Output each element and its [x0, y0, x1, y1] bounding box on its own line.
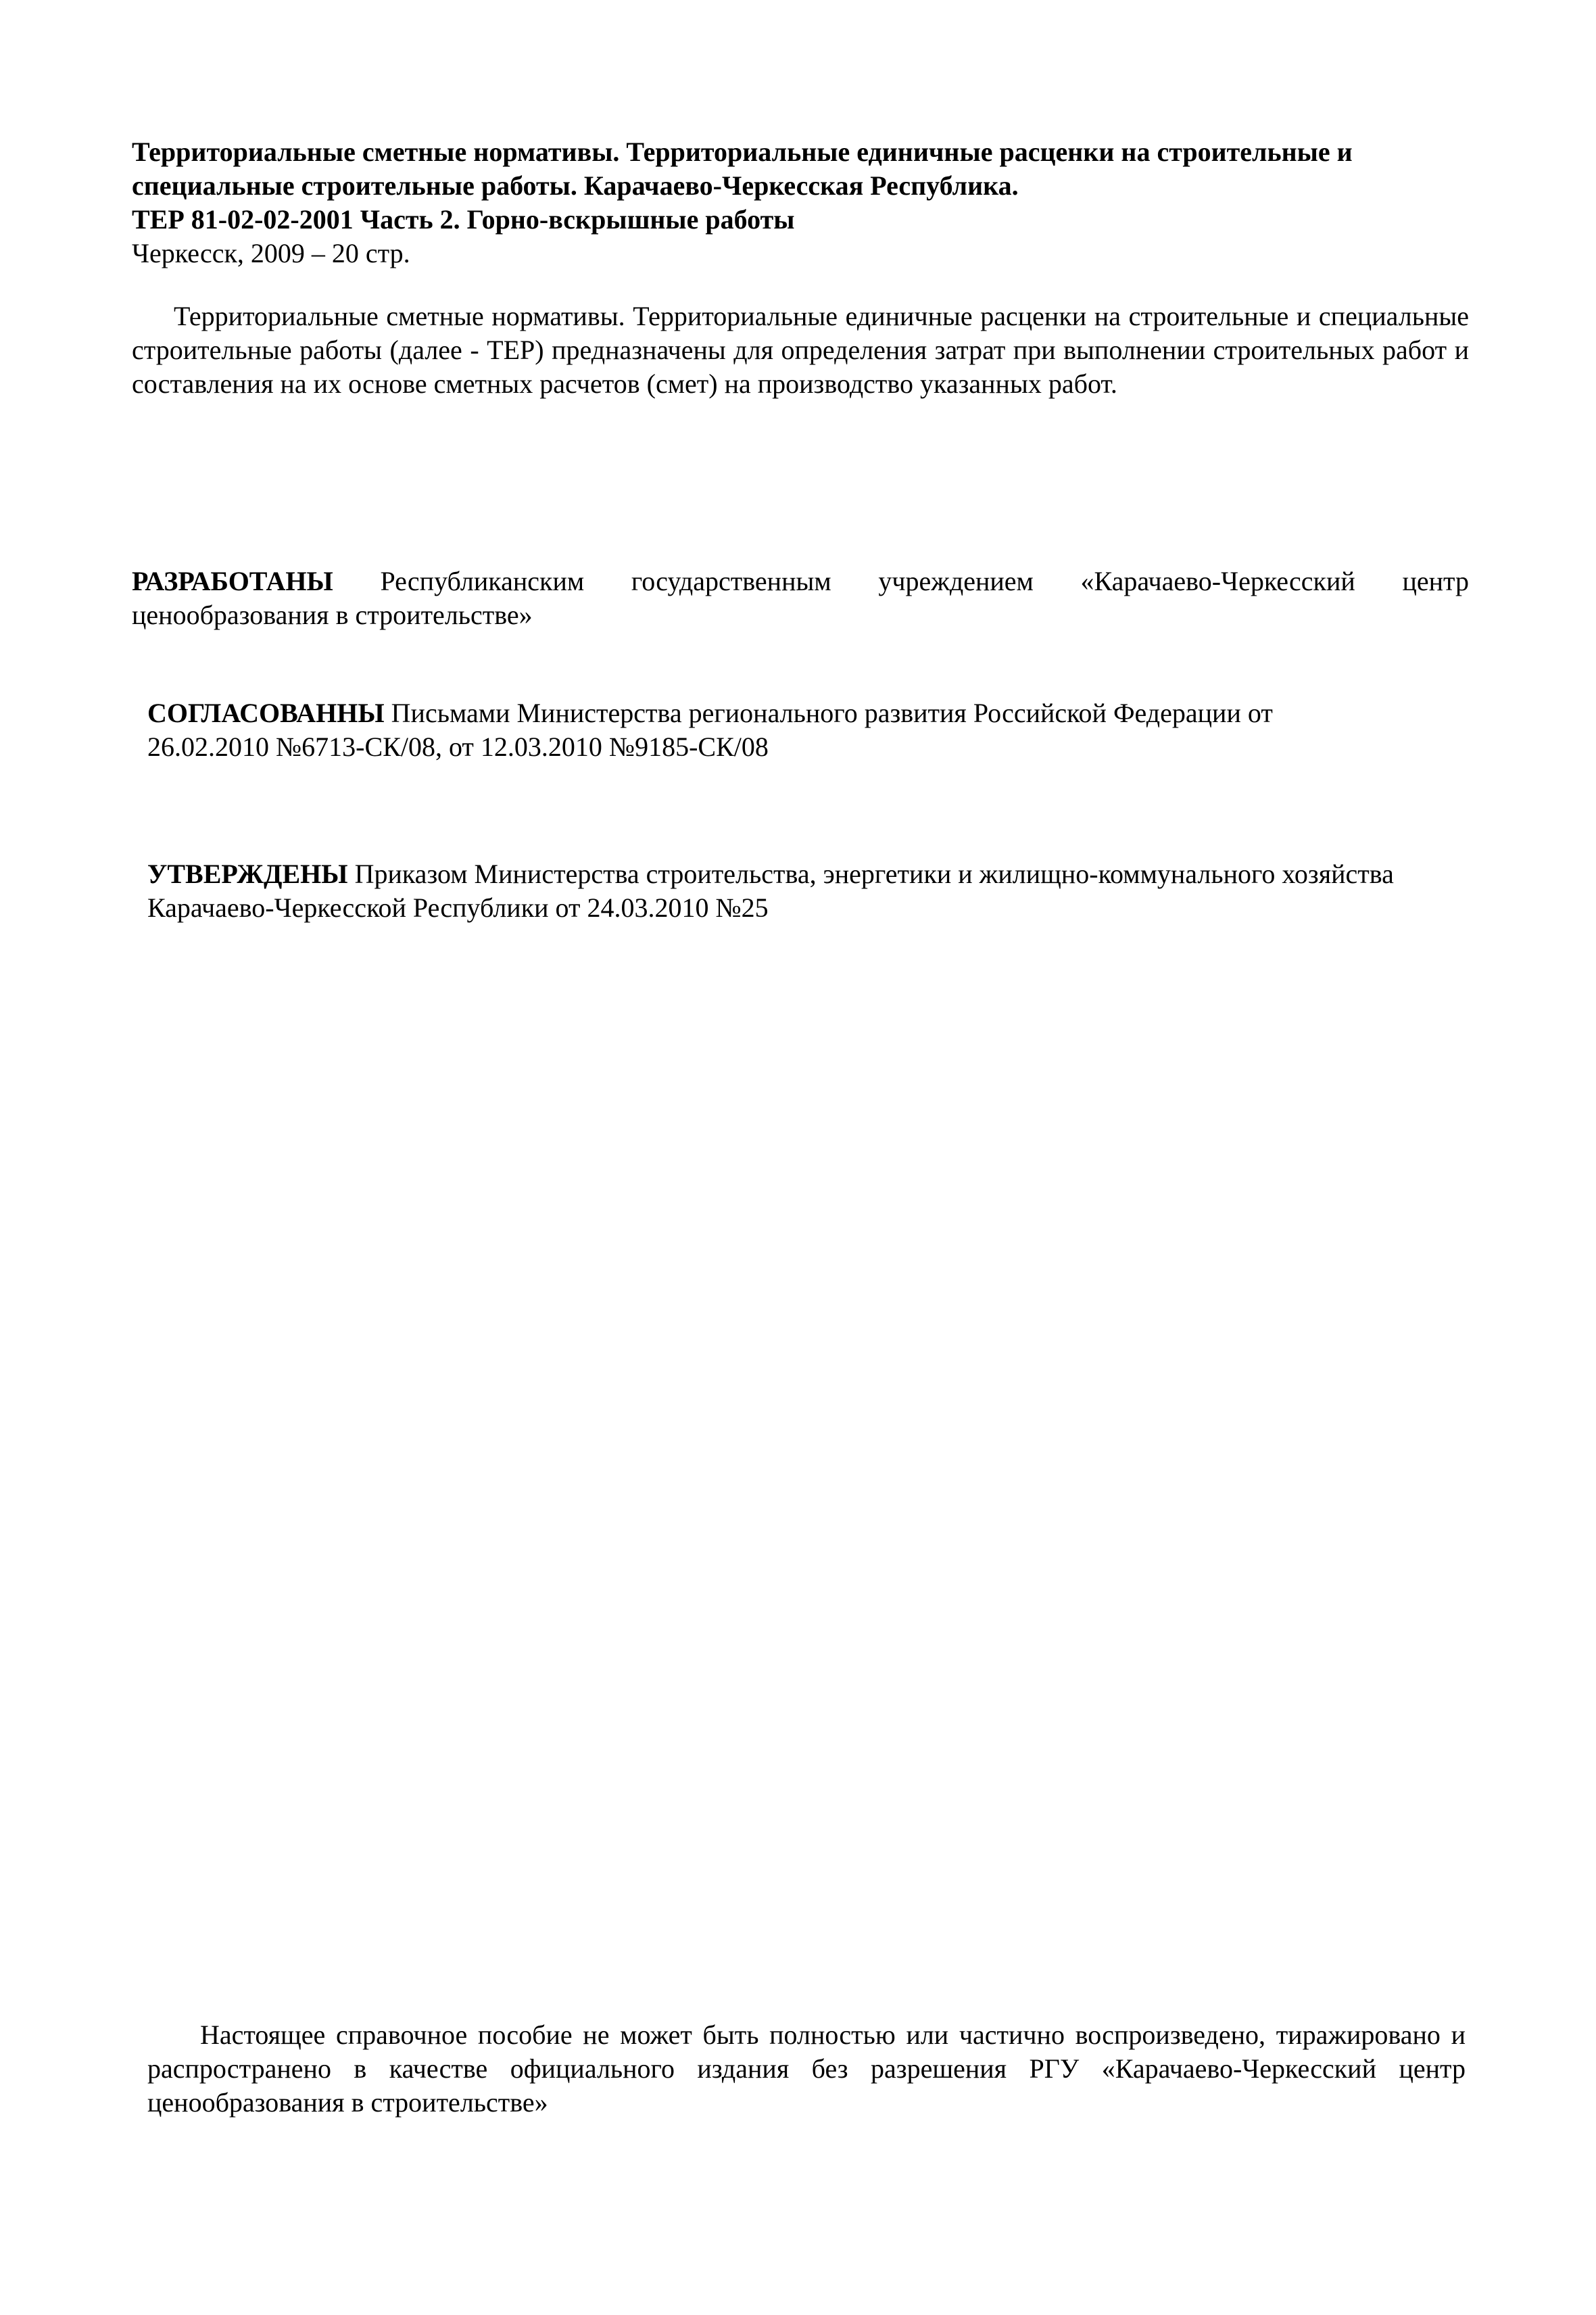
- title-line-1: Территориальные сметные нормативы. Территориальные единичные расценки на строительные и: [132, 137, 1353, 167]
- approved-lead: УТВЕРЖДЕНЫ: [147, 859, 348, 889]
- approved-paragraph: [147, 857, 1466, 925]
- approved-text: Приказом Министерства строительства, энергетики и жилищно-коммунального хозяйства: [347, 859, 1394, 889]
- imprint-line: Черкесск, 2009 – 20 стр.: [132, 238, 410, 268]
- developed-lead: РАЗРАБОТАНЫ: [132, 566, 333, 596]
- agreed-lead: СОГЛАСОВАННЫ: [147, 698, 385, 728]
- agreed-line-2: 26.02.2010 №6713-СК/08, от 12.03.2010 №9185-СК/08: [147, 732, 769, 762]
- agreed-text: Письмами Министерства регионального развития Российской Федерации от: [384, 698, 1273, 728]
- document-header: [132, 135, 1470, 270]
- title-line-3: ТЕР 81-02-02-2001 Часть 2. Горно-вскрышные работы: [132, 204, 795, 235]
- disclaimer-paragraph: Настоящее справочное пособие не может быть полностью или частично воспроизведено, тиражировано и распространено в качестве официального издания без разрешения РГУ «Карачаево-Черкесский центр ценообразования в строительстве»: [147, 2020, 1466, 2118]
- developed-text: Республиканским государственным учреждением «Карачаево-Черкесский центр ценообразования в строительстве»: [132, 566, 1469, 630]
- intro-paragraph: Территориальные сметные нормативы. Территориальные единичные расценки на строительные и специальные строительные работы (далее - ТЕР) предназначены для определения затрат при выполнении строительных работ и составления на их основе сметных расчетов (смет) на производство указанных работ.: [132, 301, 1469, 399]
- agreed-paragraph: [147, 696, 1466, 764]
- approved-line-2: Карачаево-Черкесской Республики от 24.03.2010 №25: [147, 892, 769, 923]
- title-line-2: специальные строительные работы. Карачаево-Черкесская Республика.: [132, 170, 1019, 201]
- developed-paragraph: [132, 565, 1469, 632]
